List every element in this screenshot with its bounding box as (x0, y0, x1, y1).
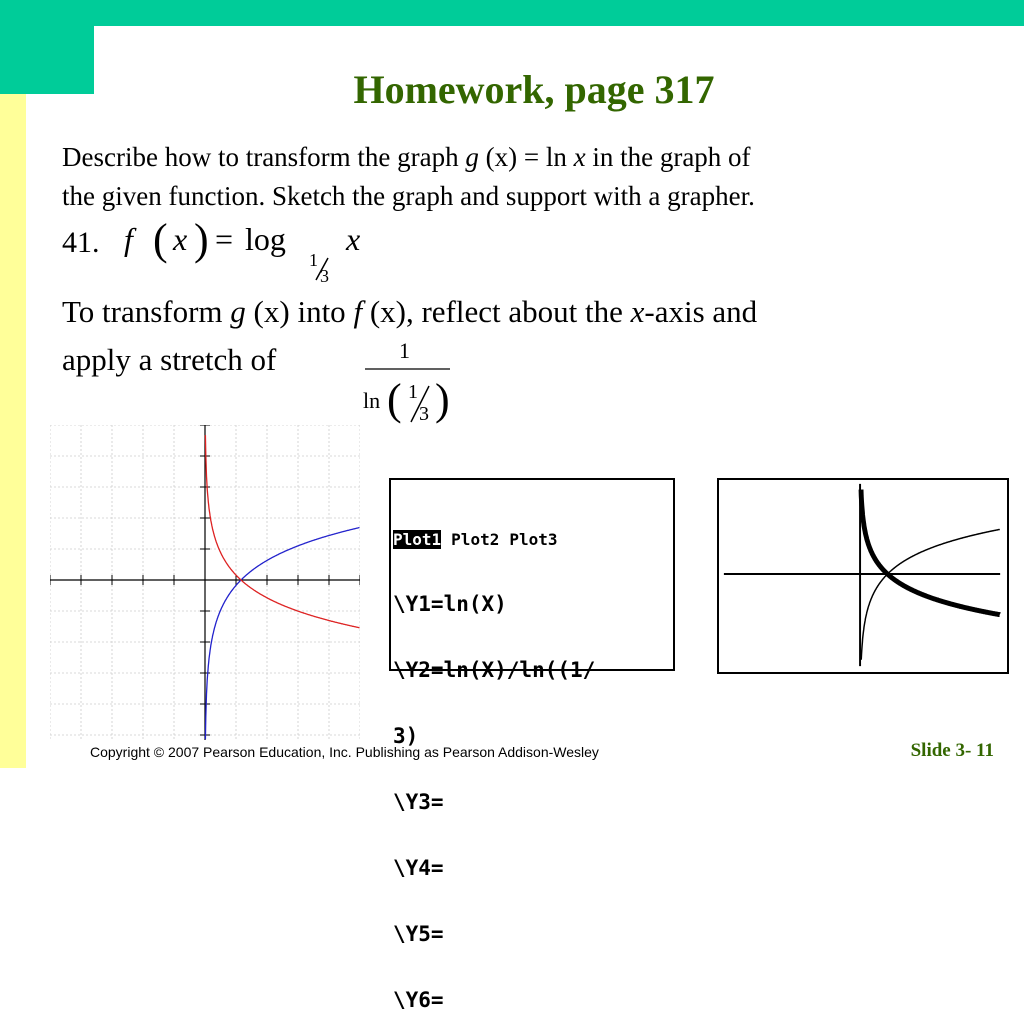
plot1-tab: Plot1 (393, 530, 442, 549)
copyright-footer: Copyright © 2007 Pearson Education, Inc. Publishing as Pearson Addison-Wesley (90, 744, 599, 760)
log-base-denominator: 3 (320, 266, 329, 286)
calculator-line: \Y4= (393, 856, 444, 880)
sketch-graph (50, 425, 360, 740)
formula-arg: x (346, 221, 361, 257)
plot2-tab: Plot2 (451, 530, 500, 549)
stretch-inner-den: 3 (419, 403, 429, 425)
function-formula (120, 218, 380, 288)
formula-rparen: ) (194, 218, 209, 264)
log-one-third-curve (205, 435, 359, 628)
stretch-fraction (355, 336, 465, 428)
calc-thin-curve (861, 529, 1000, 659)
calculator-graph-screen (717, 478, 1009, 674)
stretch-inner-num: 1 (408, 381, 418, 403)
ln-x-curve (205, 528, 359, 740)
calculator-plot-tabs (393, 527, 673, 549)
left-accent-bar (0, 0, 26, 768)
calculator-line: 3) (393, 724, 419, 748)
plot3-tab: Plot3 (509, 530, 558, 549)
answer-text: To transform g (x) into f (x), reflect about the x-axis and apply a stretch of (62, 294, 758, 377)
calculator-line: \Y3= (393, 790, 444, 814)
calculator-line: \Y6= (393, 988, 444, 1012)
formula-x: x (173, 221, 188, 257)
top-accent-bar (0, 0, 1024, 26)
calc-thick-curve (861, 490, 1000, 615)
calculator-line: \Y5= (393, 922, 444, 946)
formula-log: log (245, 221, 286, 257)
formula-equals: = (215, 221, 234, 257)
slide-number: Slide 3- 11 (910, 740, 994, 761)
stretch-ln: ln (363, 388, 381, 413)
formula-lparen: ( (153, 218, 168, 264)
slide-title: Homework, page 317 (353, 67, 715, 112)
problem-description: Describe how to transform the graph g (x) = ln x in the graph of the given function. Sketch the graph and support with a grapher. (62, 142, 755, 211)
stretch-lparen: ( (387, 375, 402, 424)
problem-number: 41. (62, 226, 100, 259)
stretch-numerator: 1 (399, 338, 410, 363)
calculator-line: \Y1=ln(X) (393, 592, 507, 616)
calculator-line: \Y2=ln(X)/ln((1/ (393, 658, 596, 682)
formula-f: f (124, 221, 133, 257)
calculator-y-editor (389, 478, 675, 1012)
stretch-rparen: ) (435, 375, 450, 424)
log-base-numerator: 1 (309, 250, 318, 270)
